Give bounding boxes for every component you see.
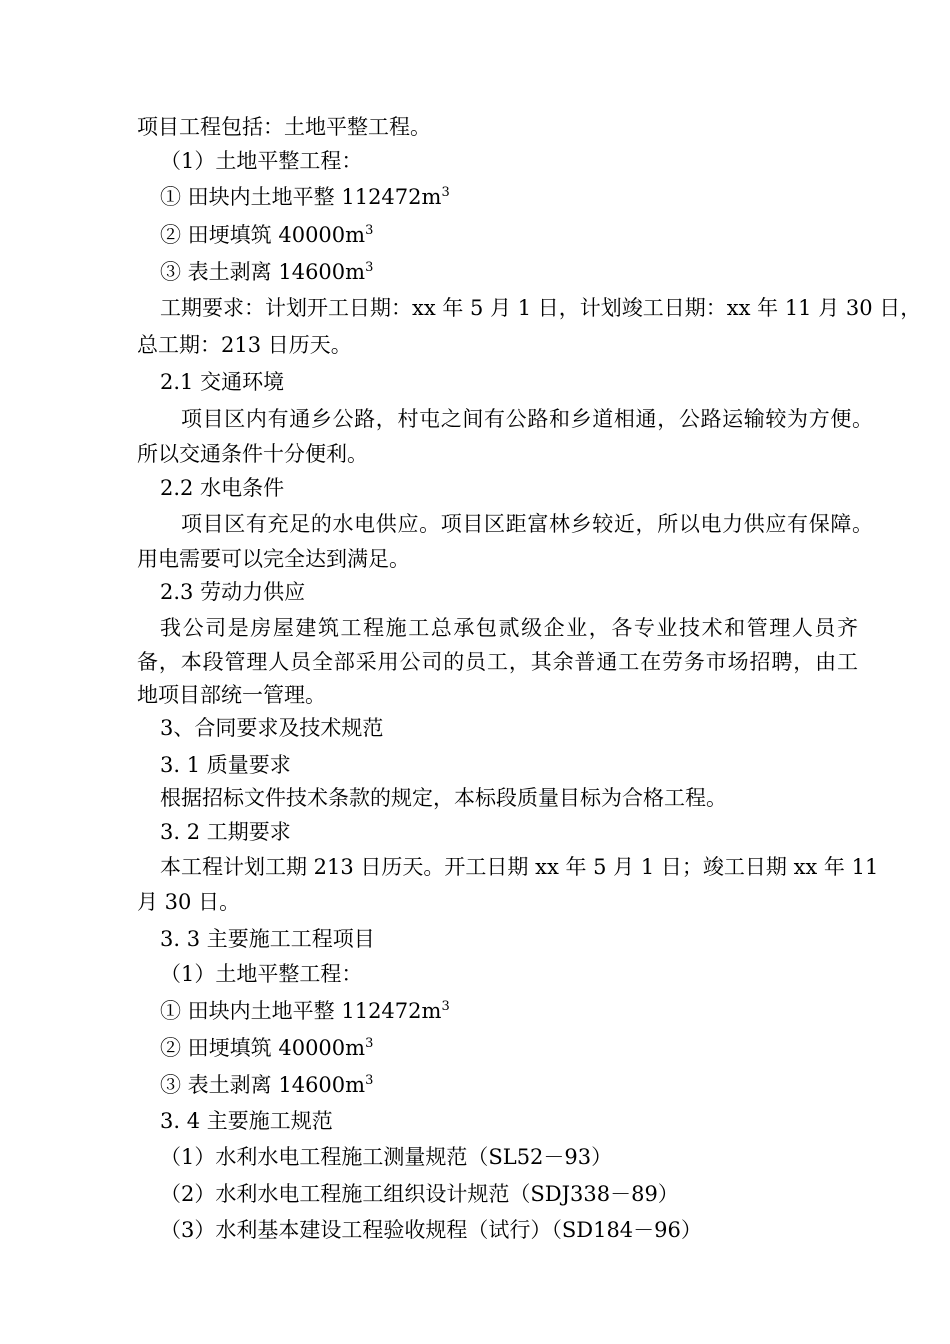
text-line-total-duration: 总工期：213 日历天。 — [137, 333, 352, 357]
text-line-traffic-1: 项目区内有通乡公路，村屯之间有公路和乡道相通，公路运输较为方便。 — [181, 407, 873, 431]
text-line-labor-2: 备，本段管理人员全部采用公司的员工，其余普通工在劳务市场招聘，由工 — [137, 650, 858, 674]
section-heading-labor: 2.3 劳动力供应 — [160, 580, 306, 604]
text-line-item-2b: ② 田埂填筑 $40000m^3$ — [160, 1036, 374, 1060]
section-heading-traffic: 2.1 交通环境 — [160, 370, 285, 394]
text-line-schedule-requirement: 工期要求：计划开工日期：xx 年 5 月 1 日，计划竣工日期：xx 年 11 月 30 日， — [160, 296, 922, 320]
section-heading-quality: 3. 1 质量要求 — [160, 753, 291, 777]
text-line-quality: 根据招标文件技术条款的规定，本标段质量目标为合格工程。 — [160, 786, 727, 810]
spec-item-2: （2）水利水电工程施工组织设计规范（SDJ338－89） — [160, 1182, 679, 1206]
text-line-labor-3: 地项目部统一管理。 — [137, 683, 326, 707]
section-heading-main-items: 3. 3 主要施工工程项目 — [160, 927, 375, 951]
text-line-schedule-1: 本工程计划工期 213 日历天。开工日期 xx 年 5 月 1 日；竣工日期 xx 年 11 — [160, 855, 879, 879]
spec-item-1: （1）水利水电工程施工测量规范（SL52－93） — [160, 1145, 613, 1169]
section-heading-schedule: 3. 2 工期要求 — [160, 820, 291, 844]
section-heading-specs: 3. 4 主要施工规范 — [160, 1109, 333, 1133]
text-line-traffic-2: 所以交通条件十分便利。 — [137, 442, 368, 466]
text-line-item-1: ① 田块内土地平整 $112472m^3$ — [160, 185, 450, 209]
text-line-item-3: ③ 表土剥离 $14600m^3$ — [160, 260, 374, 284]
text-line-land-leveling-heading-2: （1）土地平整工程： — [160, 962, 363, 986]
text-line-item-3b: ③ 表土剥离 $14600m^3$ — [160, 1073, 374, 1097]
section-heading-contract: 3、合同要求及技术规范 — [160, 716, 384, 740]
text-line-labor-1: 我公司是房屋建筑工程施工总承包贰级企业，各专业技术和管理人员齐 — [160, 616, 858, 640]
text-line-project-scope: 项目工程包括：土地平整工程。 — [137, 115, 431, 139]
text-line-utilities-1: 项目区有充足的水电供应。项目区距富林乡较近，所以电力供应有保障。 — [181, 512, 873, 536]
text-line-item-2: ② 田埂填筑 $40000m^3$ — [160, 223, 374, 247]
text-line-item-1b: ① 田块内土地平整 $112472m^3$ — [160, 999, 450, 1023]
spec-item-3: （3）水利基本建设工程验收规程（试行）（SD184－96） — [160, 1218, 702, 1242]
section-heading-utilities: 2.2 水电条件 — [160, 476, 285, 500]
text-line-utilities-2: 用电需要可以完全达到满足。 — [137, 547, 410, 571]
text-line-land-leveling-heading: （1）土地平整工程： — [160, 149, 363, 173]
text-line-schedule-2: 月 30 日。 — [137, 890, 241, 914]
